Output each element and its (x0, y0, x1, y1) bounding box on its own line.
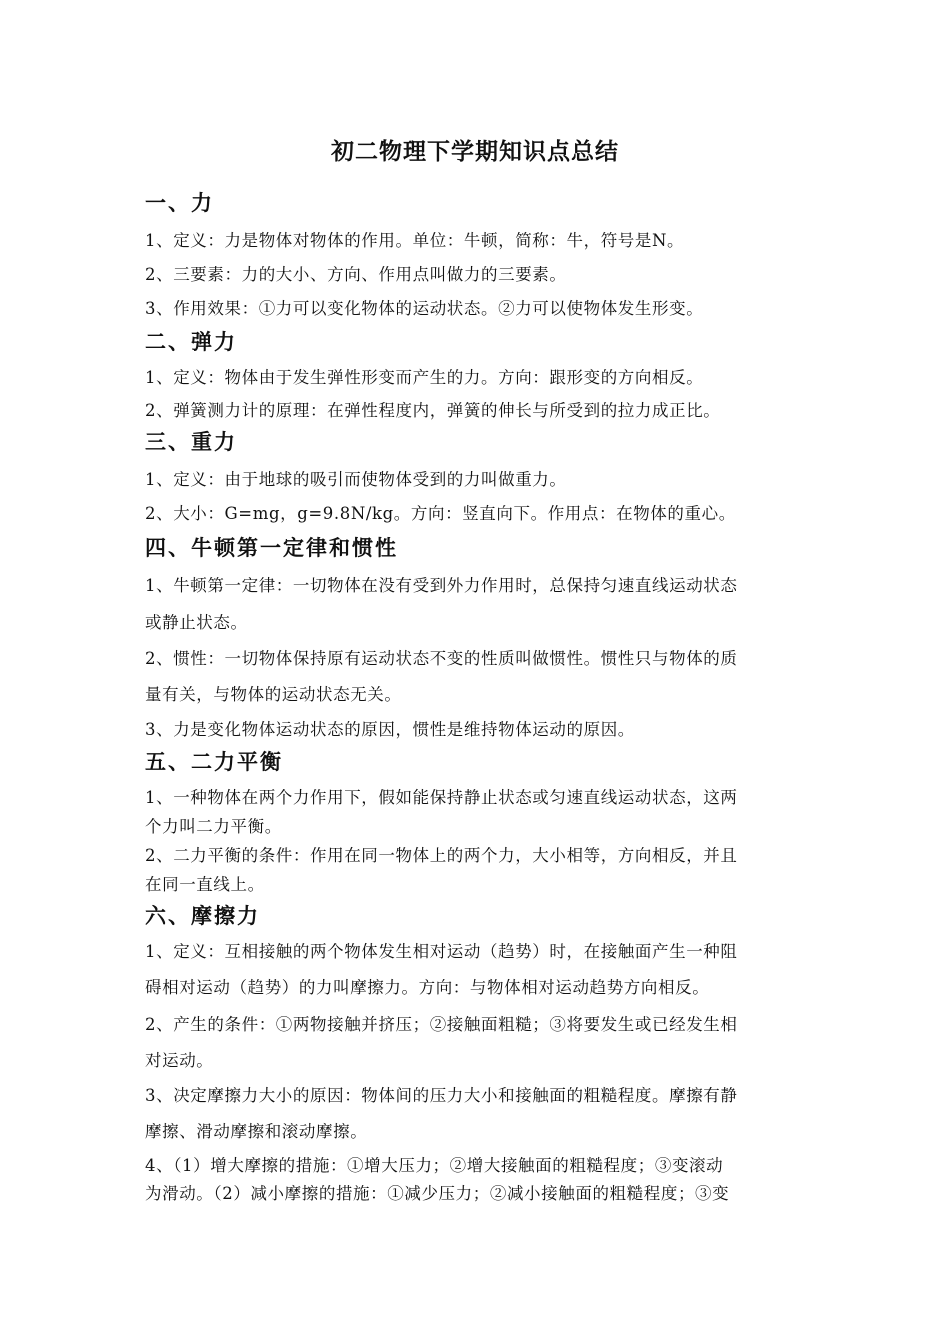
paragraph-line: 为滑动。（2）减小摩擦的措施：①减少压力；②减小接触面的粗糙程度；③变 (145, 1184, 730, 1203)
document-title: 初二物理下学期知识点总结 (331, 138, 619, 165)
paragraph-line: 量有关，与物体的运动状态无关。 (145, 685, 402, 704)
section-heading-gravity: 三、重力 (145, 429, 237, 454)
paragraph-line: 1、牛顿第一定律：一切物体在没有受到外力作用时，总保持匀速直线运动状态 (145, 576, 738, 595)
section-heading-elastic-force: 二、弹力 (145, 329, 237, 354)
section-heading-newton-first-law: 四、牛顿第一定律和惯性 (145, 535, 398, 560)
paragraph-line: 在同一直线上。 (145, 875, 265, 894)
paragraph-line: 2、二力平衡的条件：作用在同一物体上的两个力，大小相等，方向相反，并且 (145, 846, 738, 865)
paragraph-line: 3、力是变化物体运动状态的原因，惯性是维持物体运动的原因。 (145, 720, 635, 739)
paragraph-line: 2、惯性：一切物体保持原有运动状态不变的性质叫做惯性。惯性只与物体的质 (145, 649, 738, 668)
paragraph-line: 2、三要素：力的大小、方向、作用点叫做力的三要素。 (145, 265, 567, 284)
paragraph-line: 个力叫二力平衡。 (145, 817, 282, 836)
paragraph-line: 2、大小：G=mg，g=9.8N/kg。方向：竖直向下。作用点：在物体的重心。 (145, 504, 736, 523)
paragraph-line: 1、定义：互相接触的两个物体发生相对运动（趋势）时，在接触面产生一种阻 (145, 942, 738, 961)
paragraph-line: 1、一种物体在两个力作用下，假如能保持静止状态或匀速直线运动状态，这两 (145, 788, 738, 807)
section-heading-equilibrium: 五、二力平衡 (145, 749, 283, 774)
paragraph-line: 或静止状态。 (145, 613, 248, 632)
paragraph-line: 1、定义：由于地球的吸引而使物体受到的力叫做重力。 (145, 470, 567, 489)
paragraph-line: 碍相对运动（趋势）的力叫摩擦力。方向：与物体相对运动趋势方向相反。 (145, 978, 710, 997)
paragraph-line: 1、定义：物体由于发生弹性形变而产生的力。方向：跟形变的方向相反。 (145, 368, 704, 387)
paragraph-line: 4、（1）增大摩擦的措施：①增大压力；②增大接触面的粗糙程度；③变滚动 (145, 1156, 724, 1175)
paragraph-line: 3、作用效果：①力可以变化物体的运动状态。②力可以使物体发生形变。 (145, 299, 704, 318)
paragraph-line: 3、决定摩擦力大小的原因：物体间的压力大小和接触面的粗糙程度。摩擦有静 (145, 1086, 738, 1105)
paragraph-line: 1、定义：力是物体对物体的作用。单位：牛顿，简称：牛，符号是N。 (145, 231, 685, 250)
section-heading-friction: 六、摩擦力 (145, 903, 260, 928)
section-heading-force: 一、力 (145, 190, 214, 215)
paragraph-line: 摩擦、滑动摩擦和滚动摩擦。 (145, 1122, 368, 1141)
paragraph-line: 2、弹簧测力计的原理：在弹性程度内，弹簧的伸长与所受到的拉力成正比。 (145, 401, 721, 420)
paragraph-line: 对运动。 (145, 1051, 214, 1070)
paragraph-line: 2、产生的条件：①两物接触并挤压；②接触面粗糙；③将要发生或已经发生相 (145, 1015, 738, 1034)
